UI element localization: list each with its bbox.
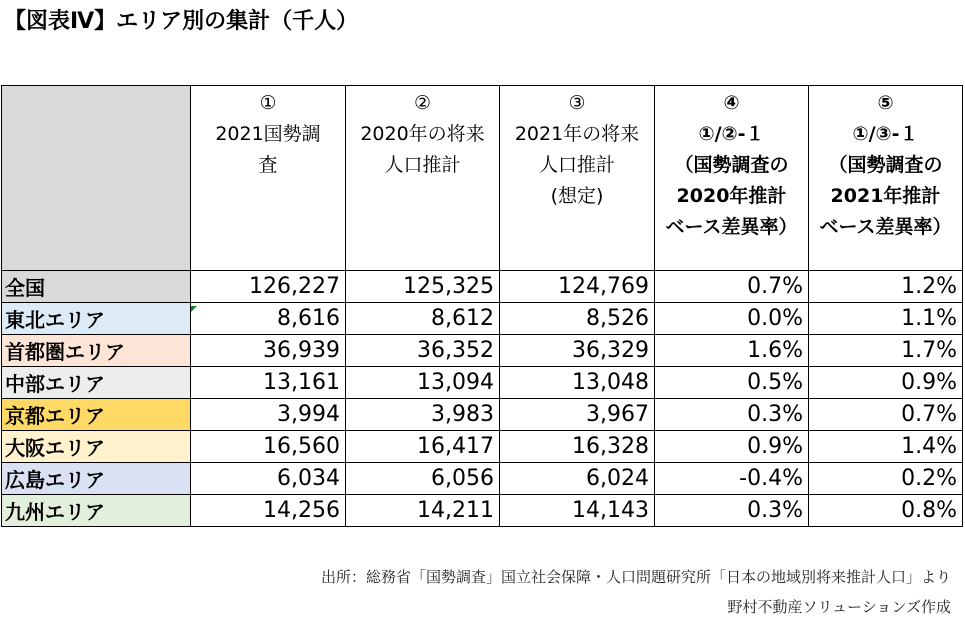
column-header-5 [809, 86, 963, 271]
table-row [2, 271, 963, 303]
column-number: ⑤ [877, 92, 894, 114]
value-cell: 6,024 [500, 463, 655, 495]
value-cell: 3,967 [500, 399, 655, 431]
column-header-line: （国勢調査の [674, 154, 789, 176]
value-cell: 13,161 [191, 367, 346, 399]
column-header-1 [191, 86, 346, 271]
value-cell: 8,616 [191, 303, 346, 335]
column-number: ① [259, 92, 277, 114]
column-header-line: (想定) [550, 185, 604, 207]
value-cell: 36,939 [191, 335, 346, 367]
value-cell: 13,048 [500, 367, 655, 399]
column-header-line: 査 [258, 154, 278, 176]
value-cell: 126,227 [191, 271, 346, 303]
value-cell: 6,034 [191, 463, 346, 495]
table-row [2, 335, 963, 367]
area-name-cell: 大阪エリア [2, 431, 191, 463]
value-cell: 125,325 [346, 271, 500, 303]
value-cell: 16,328 [500, 431, 655, 463]
header-row [2, 86, 963, 271]
table-row [2, 303, 963, 335]
area-name-cell: 京都エリア [2, 399, 191, 431]
value-cell: 8,612 [346, 303, 500, 335]
value-cell: 0.9% [655, 431, 809, 463]
column-number: ③ [568, 92, 586, 114]
value-cell: 0.5% [655, 367, 809, 399]
column-header-line: 2021年の将来 [514, 123, 640, 145]
area-name-cell: 中部エリア [2, 367, 191, 399]
value-cell: 1.1% [809, 303, 963, 335]
value-cell: 1.7% [809, 335, 963, 367]
value-cell: 6,056 [346, 463, 500, 495]
header-corner-cell [2, 86, 191, 271]
value-cell: 0.3% [655, 399, 809, 431]
area-name-cell: 全国 [2, 271, 191, 303]
column-number: ② [413, 92, 432, 114]
value-cell: 0.0% [655, 303, 809, 335]
value-cell: 1.4% [809, 431, 963, 463]
value-cell: 0.2% [809, 463, 963, 495]
column-header-line: 人口推計 [384, 154, 461, 176]
column-header-line: 2021年推計 [830, 185, 941, 207]
value-cell: 14,256 [191, 495, 346, 527]
value-cell: 1.2% [809, 271, 963, 303]
column-header-text [500, 86, 654, 212]
column-header-2 [346, 86, 500, 271]
column-header-text [809, 86, 962, 243]
value-cell: 1.6% [655, 335, 809, 367]
table-row [2, 463, 963, 495]
column-header-line: ①/③-１ [852, 123, 919, 145]
column-header-text [346, 86, 499, 181]
table-row [2, 367, 963, 399]
area-name-cell: 東北エリア [2, 303, 191, 335]
column-header-line: ベース差異率） [665, 216, 798, 238]
table-row [2, 431, 963, 463]
page-title: 【図表Ⅳ】エリア別の集計（千人） [4, 9, 359, 34]
comment-marker-icon [191, 306, 197, 312]
area-name-cell: 広島エリア [2, 463, 191, 495]
value-cell: 8,526 [500, 303, 655, 335]
value-cell: 14,211 [346, 495, 500, 527]
value-cell: 16,560 [191, 431, 346, 463]
value-cell: 0.3% [655, 495, 809, 527]
author-note: 野村不動産ソリューションズ作成 [727, 598, 951, 616]
value-cell: -0.4% [655, 463, 809, 495]
column-header-line: （国勢調査の [828, 154, 943, 176]
column-header-line: 2020年推計 [676, 185, 787, 207]
value-cell: 0.9% [809, 367, 963, 399]
value-cell: 13,094 [346, 367, 500, 399]
column-header-text [191, 86, 345, 181]
area-summary-table [1, 85, 963, 527]
value-cell: 3,983 [346, 399, 500, 431]
column-header-line: 人口推計 [538, 154, 615, 176]
value-cell: 124,769 [500, 271, 655, 303]
column-header-line: ①/②-１ [698, 123, 765, 145]
value-cell: 36,352 [346, 335, 500, 367]
value-cell: 0.7% [655, 271, 809, 303]
source-note: 出所：総務省「国勢調査」国立社会保障・人口問題研究所「日本の地域別将来推計人口」より [320, 568, 951, 586]
value-cell: 14,143 [500, 495, 655, 527]
column-header-4 [655, 86, 809, 271]
column-number: ④ [723, 92, 740, 114]
area-name-cell: 首都圏エリア [2, 335, 191, 367]
table-row [2, 495, 963, 527]
column-header-line: ベース差異率） [819, 216, 952, 238]
table-row [2, 399, 963, 431]
area-name-cell: 九州エリア [2, 495, 191, 527]
value-cell: 16,417 [346, 431, 500, 463]
value-cell: 0.7% [809, 399, 963, 431]
column-header-3 [500, 86, 655, 271]
column-header-line: 2020年の将来 [360, 123, 485, 145]
value-cell: 3,994 [191, 399, 346, 431]
column-header-line: 2021国勢調 [215, 123, 321, 145]
value-cell: 36,329 [500, 335, 655, 367]
value-cell: 0.8% [809, 495, 963, 527]
column-header-text [655, 86, 808, 243]
